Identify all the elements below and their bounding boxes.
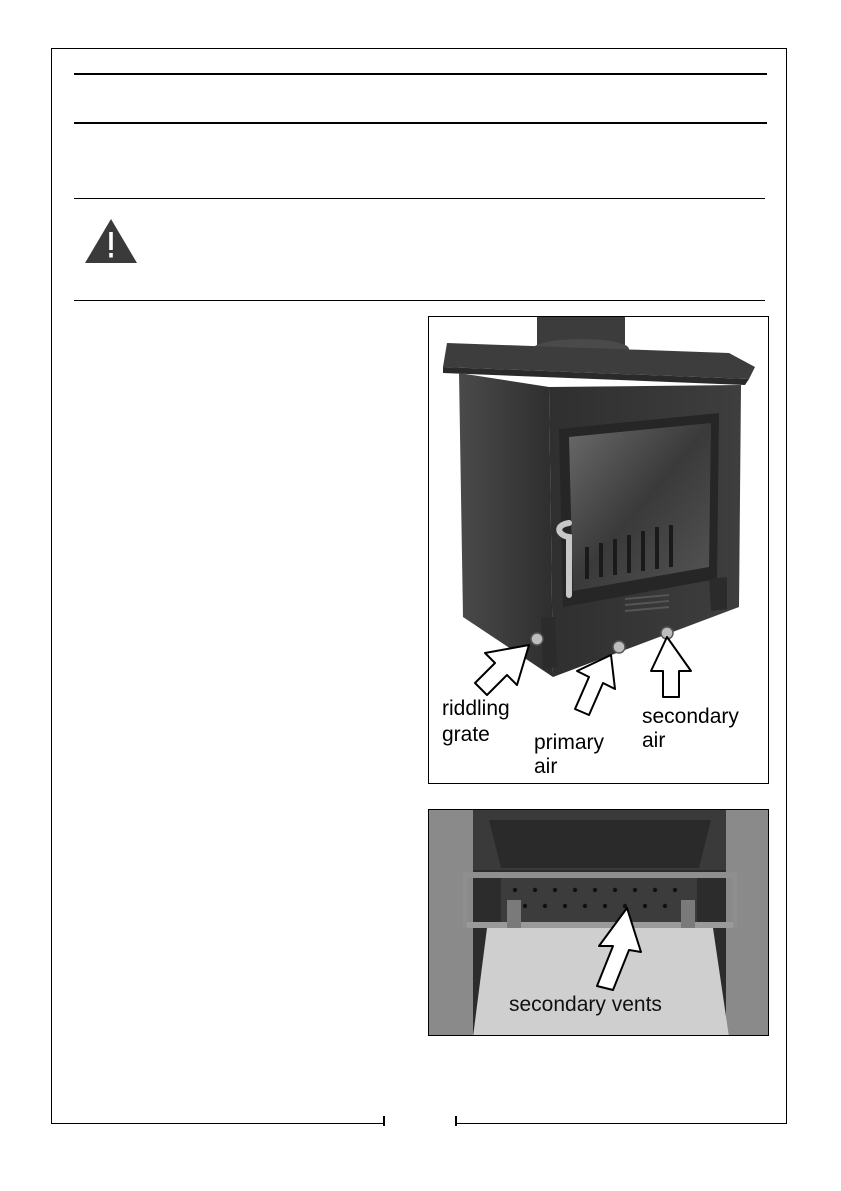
warning-rule-top (74, 198, 765, 199)
header-rule-bottom (74, 122, 767, 124)
label-primary-line1: primary (534, 731, 605, 754)
label-secondary-vents: secondary vents (509, 993, 662, 1016)
label-secondary-line1: secondary (642, 705, 739, 728)
label-secondary-line2: air (642, 729, 666, 752)
warning-triangle-icon (84, 218, 138, 264)
footer-tick-left (383, 1116, 385, 1126)
label-riddling-line1: riddling (442, 697, 510, 720)
footer-tick-right (455, 1116, 457, 1126)
warning-rule-bottom (74, 300, 765, 301)
label-primary-line2: air (534, 755, 558, 778)
header-rule-top (74, 73, 767, 75)
label-riddling-line2: grate (442, 723, 490, 746)
footer-gap (384, 1118, 456, 1130)
